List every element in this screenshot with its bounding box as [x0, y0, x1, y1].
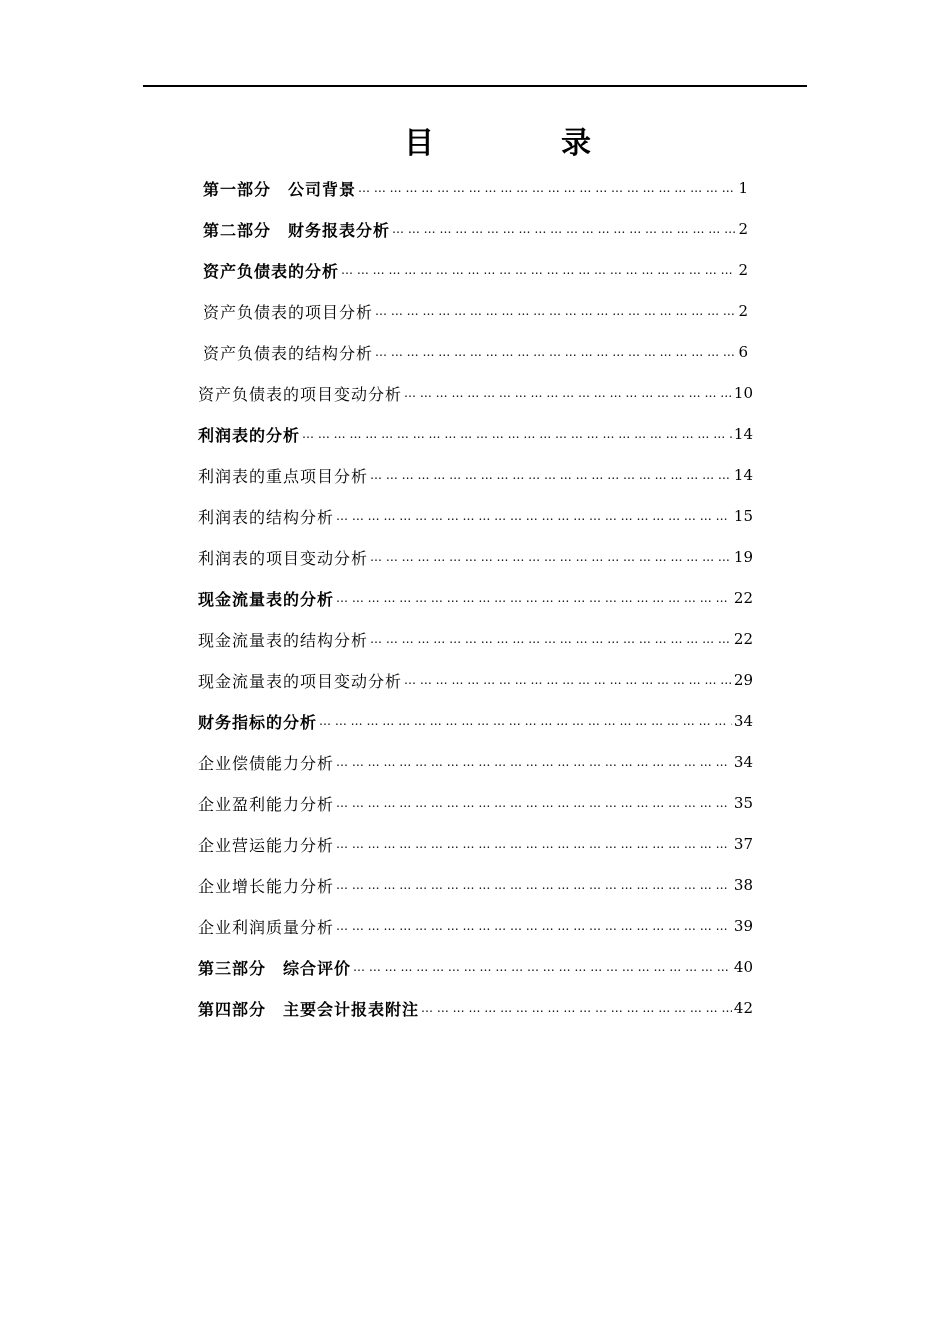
toc-leader-dots — [421, 1001, 732, 1015]
toc-leader-dots — [392, 222, 736, 236]
toc-leader-dots — [336, 755, 732, 769]
toc-page-number: 19 — [733, 548, 753, 566]
toc-entry-label: 利润表的结构分析 — [198, 507, 335, 527]
toc-entry-label: 资产负债表的结构分析 — [203, 343, 374, 363]
toc-leader-dots — [341, 263, 736, 277]
toc-page-number: 10 — [733, 384, 753, 402]
toc-entry-balance-structure[interactable] — [203, 337, 748, 367]
toc-entry-solvency[interactable] — [198, 747, 753, 777]
toc-page-number: 1 — [738, 179, 748, 197]
toc-entry-label: 利润表的项目变动分析 — [198, 548, 369, 568]
toc-entry-label: 现金流量表的结构分析 — [198, 630, 369, 650]
toc-entry-financial-indicators[interactable] — [198, 706, 753, 736]
toc-page-number: 34 — [733, 712, 753, 730]
toc-page-number: 37 — [733, 835, 753, 853]
page-title — [0, 124, 950, 168]
toc-entry-operating[interactable] — [198, 829, 753, 859]
toc-page-number: 14 — [733, 425, 753, 443]
toc-entry-income-key-items[interactable] — [198, 460, 753, 490]
toc-page-number: 22 — [733, 630, 753, 648]
toc-entry-income-statement[interactable] — [198, 419, 753, 449]
title-char-2: 录 — [561, 126, 591, 161]
toc-page-number: 38 — [733, 876, 753, 894]
toc-leader-dots — [302, 427, 732, 441]
toc-leader-dots — [353, 960, 732, 974]
toc-entry-label: 第四部分 主要会计报表附注 — [198, 999, 420, 1019]
toc-entry-label: 第一部分 公司背景 — [203, 179, 357, 199]
toc-leader-dots — [404, 673, 732, 687]
toc-page-number: 2 — [738, 220, 748, 238]
toc-leader-dots — [336, 837, 732, 851]
toc-page-number: 35 — [733, 794, 753, 812]
toc-page-number: 40 — [733, 958, 753, 976]
toc-entry-balance-sheet[interactable] — [203, 255, 748, 285]
toc-entry-balance-items[interactable] — [203, 296, 748, 326]
toc-leader-dots — [375, 304, 736, 318]
toc-page-number: 34 — [733, 753, 753, 771]
toc-entry-part2[interactable] — [203, 214, 748, 244]
toc-page-number: 2 — [738, 261, 748, 279]
toc-entry-label: 企业盈利能力分析 — [198, 794, 335, 814]
toc-entry-balance-changes[interactable] — [198, 378, 753, 408]
toc-page-number: 15 — [733, 507, 753, 525]
toc-leader-dots — [336, 509, 732, 523]
toc-entry-part3[interactable] — [198, 952, 753, 982]
toc-entry-growth[interactable] — [198, 870, 753, 900]
toc-entry-label: 企业利润质量分析 — [198, 917, 335, 937]
toc-leader-dots — [336, 919, 732, 933]
toc-entry-label: 资产负债表的项目分析 — [203, 302, 374, 322]
toc-entry-label: 利润表的分析 — [198, 425, 301, 445]
toc-entry-label: 第三部分 综合评价 — [198, 958, 352, 978]
toc-leader-dots — [375, 345, 736, 359]
toc-entry-label: 财务指标的分析 — [198, 712, 318, 732]
toc-entry-profit-quality[interactable] — [198, 911, 753, 941]
toc-entry-cash-flow-structure[interactable] — [198, 624, 753, 654]
toc-page-number: 39 — [733, 917, 753, 935]
toc-entry-cash-flow-changes[interactable] — [198, 665, 753, 695]
toc-leader-dots — [336, 591, 732, 605]
toc-entry-label: 企业营运能力分析 — [198, 835, 335, 855]
toc-leader-dots — [404, 386, 732, 400]
toc-page-number: 2 — [738, 302, 748, 320]
toc-leader-dots — [370, 550, 732, 564]
toc-entry-label: 第二部分 财务报表分析 — [203, 220, 391, 240]
toc-entry-label: 企业增长能力分析 — [198, 876, 335, 896]
header-rule — [143, 85, 807, 87]
toc-entry-label: 利润表的重点项目分析 — [198, 466, 369, 486]
title-char-1: 目 — [404, 126, 434, 161]
toc-entry-income-structure[interactable] — [198, 501, 753, 531]
toc-entry-label: 资产负债表的分析 — [203, 261, 340, 281]
toc-leader-dots — [370, 468, 732, 482]
toc-entry-income-changes[interactable] — [198, 542, 753, 572]
toc-entry-label: 企业偿债能力分析 — [198, 753, 335, 773]
toc-entry-part4[interactable] — [198, 993, 753, 1023]
toc-entry-label: 现金流量表的分析 — [198, 589, 335, 609]
toc-entry-part1[interactable] — [203, 173, 748, 203]
toc-leader-dots — [358, 181, 736, 195]
toc-leader-dots — [336, 878, 732, 892]
toc-page-number: 22 — [733, 589, 753, 607]
toc-page-number: 6 — [738, 343, 748, 361]
toc-page-number: 14 — [733, 466, 753, 484]
toc-leader-dots — [319, 714, 732, 728]
toc-entry-label: 现金流量表的项目变动分析 — [198, 671, 403, 691]
toc-entry-profitability[interactable] — [198, 788, 753, 818]
toc-leader-dots — [336, 796, 732, 810]
toc-leader-dots — [370, 632, 732, 646]
toc-entry-cash-flow[interactable] — [198, 583, 753, 613]
toc-entry-label: 资产负债表的项目变动分析 — [198, 384, 403, 404]
toc-page-number: 29 — [733, 671, 753, 689]
toc-page-number: 42 — [733, 999, 753, 1017]
